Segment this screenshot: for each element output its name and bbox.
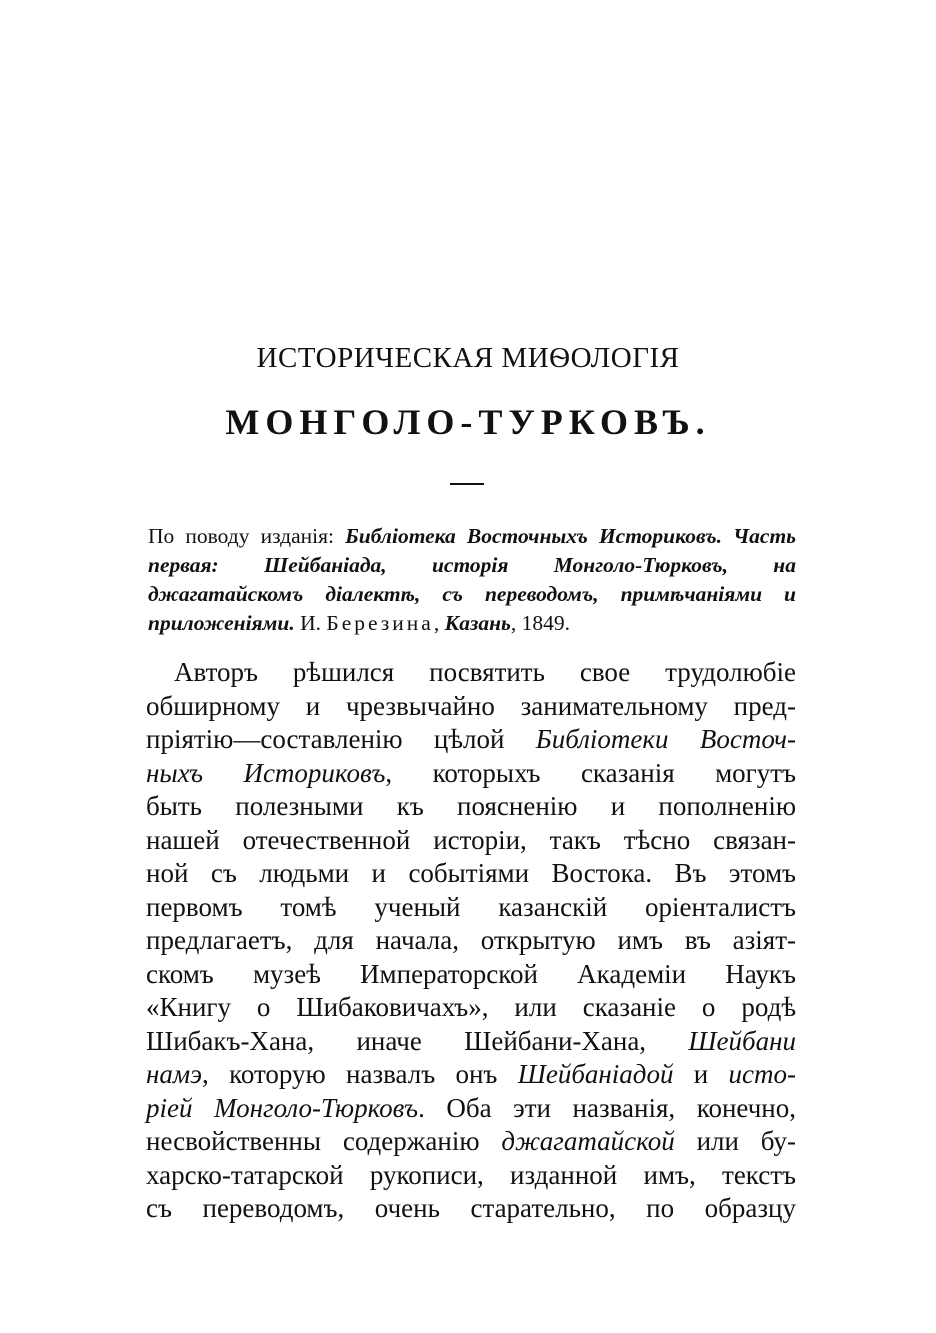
body-paragraph [146, 656, 796, 1226]
section-rule [450, 483, 484, 485]
notice-author-prefix: И. [294, 611, 327, 635]
body-line: несвойственны содержанію джагатайской или бу- [146, 1126, 797, 1156]
body-line: обширному и чрезвычайно занимательному пред- [146, 690, 796, 721]
body-line: ныхъ Историковъ, которыхъ сказанія могутъ [146, 757, 796, 788]
body-line: первомъ томѣ ученый казанскій оріенталистъ [146, 891, 796, 922]
body-line: «Книгу о Шибаковичахъ», или сказаніе о родѣ [146, 992, 796, 1022]
notice-year: , 1849. [510, 611, 570, 635]
body-line: намэ, которую назвалъ онъ Шейбаніадой и исто- [146, 1059, 796, 1089]
heading-line-1: ИСТОРИЧЕСКАЯ МИѲОЛОГІЯ [256, 342, 680, 374]
notice-lead: По поводу изданія: [148, 524, 346, 548]
body-line: предлагаетъ, для начала, открытую имъ въ азіят- [146, 925, 796, 955]
body-line: съ переводомъ, очень старательно, по образцу [146, 1193, 796, 1223]
notice-author: Березина [326, 611, 434, 635]
body-line: быть полезными къ поясненію и пополненію [146, 791, 796, 821]
body-line: Авторъ рѣшился посвятить свое трудолюбіе [174, 657, 796, 687]
bibliographic-notice [148, 522, 796, 638]
body-line: ной съ людьми и событіями Востока. Въ этомъ [146, 858, 796, 888]
notice-place: Казань [444, 611, 511, 635]
body-line: нашей отечественной исторіи, такъ тѣсно связан- [146, 824, 796, 855]
notice-book-title: Библіотека Восточныхъ Историковъ. Часть первая: Шейбаніада, исторія Монголо-Тюрковъ, на джагатайскомъ діалектѣ, съ переводомъ, примѣчаніями и приложеніями. [148, 524, 796, 635]
body-line: ріей Монголо-Тюрковъ. Оба эти названія, конечно, [146, 1092, 796, 1123]
notice-sep: , [433, 611, 445, 635]
body-line: пріятію—составленію цѣлой Библіотеки Восточ- [146, 724, 796, 754]
body-line: скомъ музеѣ Императорской Академіи Наукъ [146, 958, 796, 989]
heading-line-2: МОНГОЛО-ТУРКОВЪ. [225, 402, 711, 442]
body-line: Шибакъ-Хана, иначе Шейбани-Хана, Шейбани [146, 1025, 796, 1056]
body-line: харско-татарской рукописи, изданной имъ, текстъ [146, 1159, 796, 1190]
